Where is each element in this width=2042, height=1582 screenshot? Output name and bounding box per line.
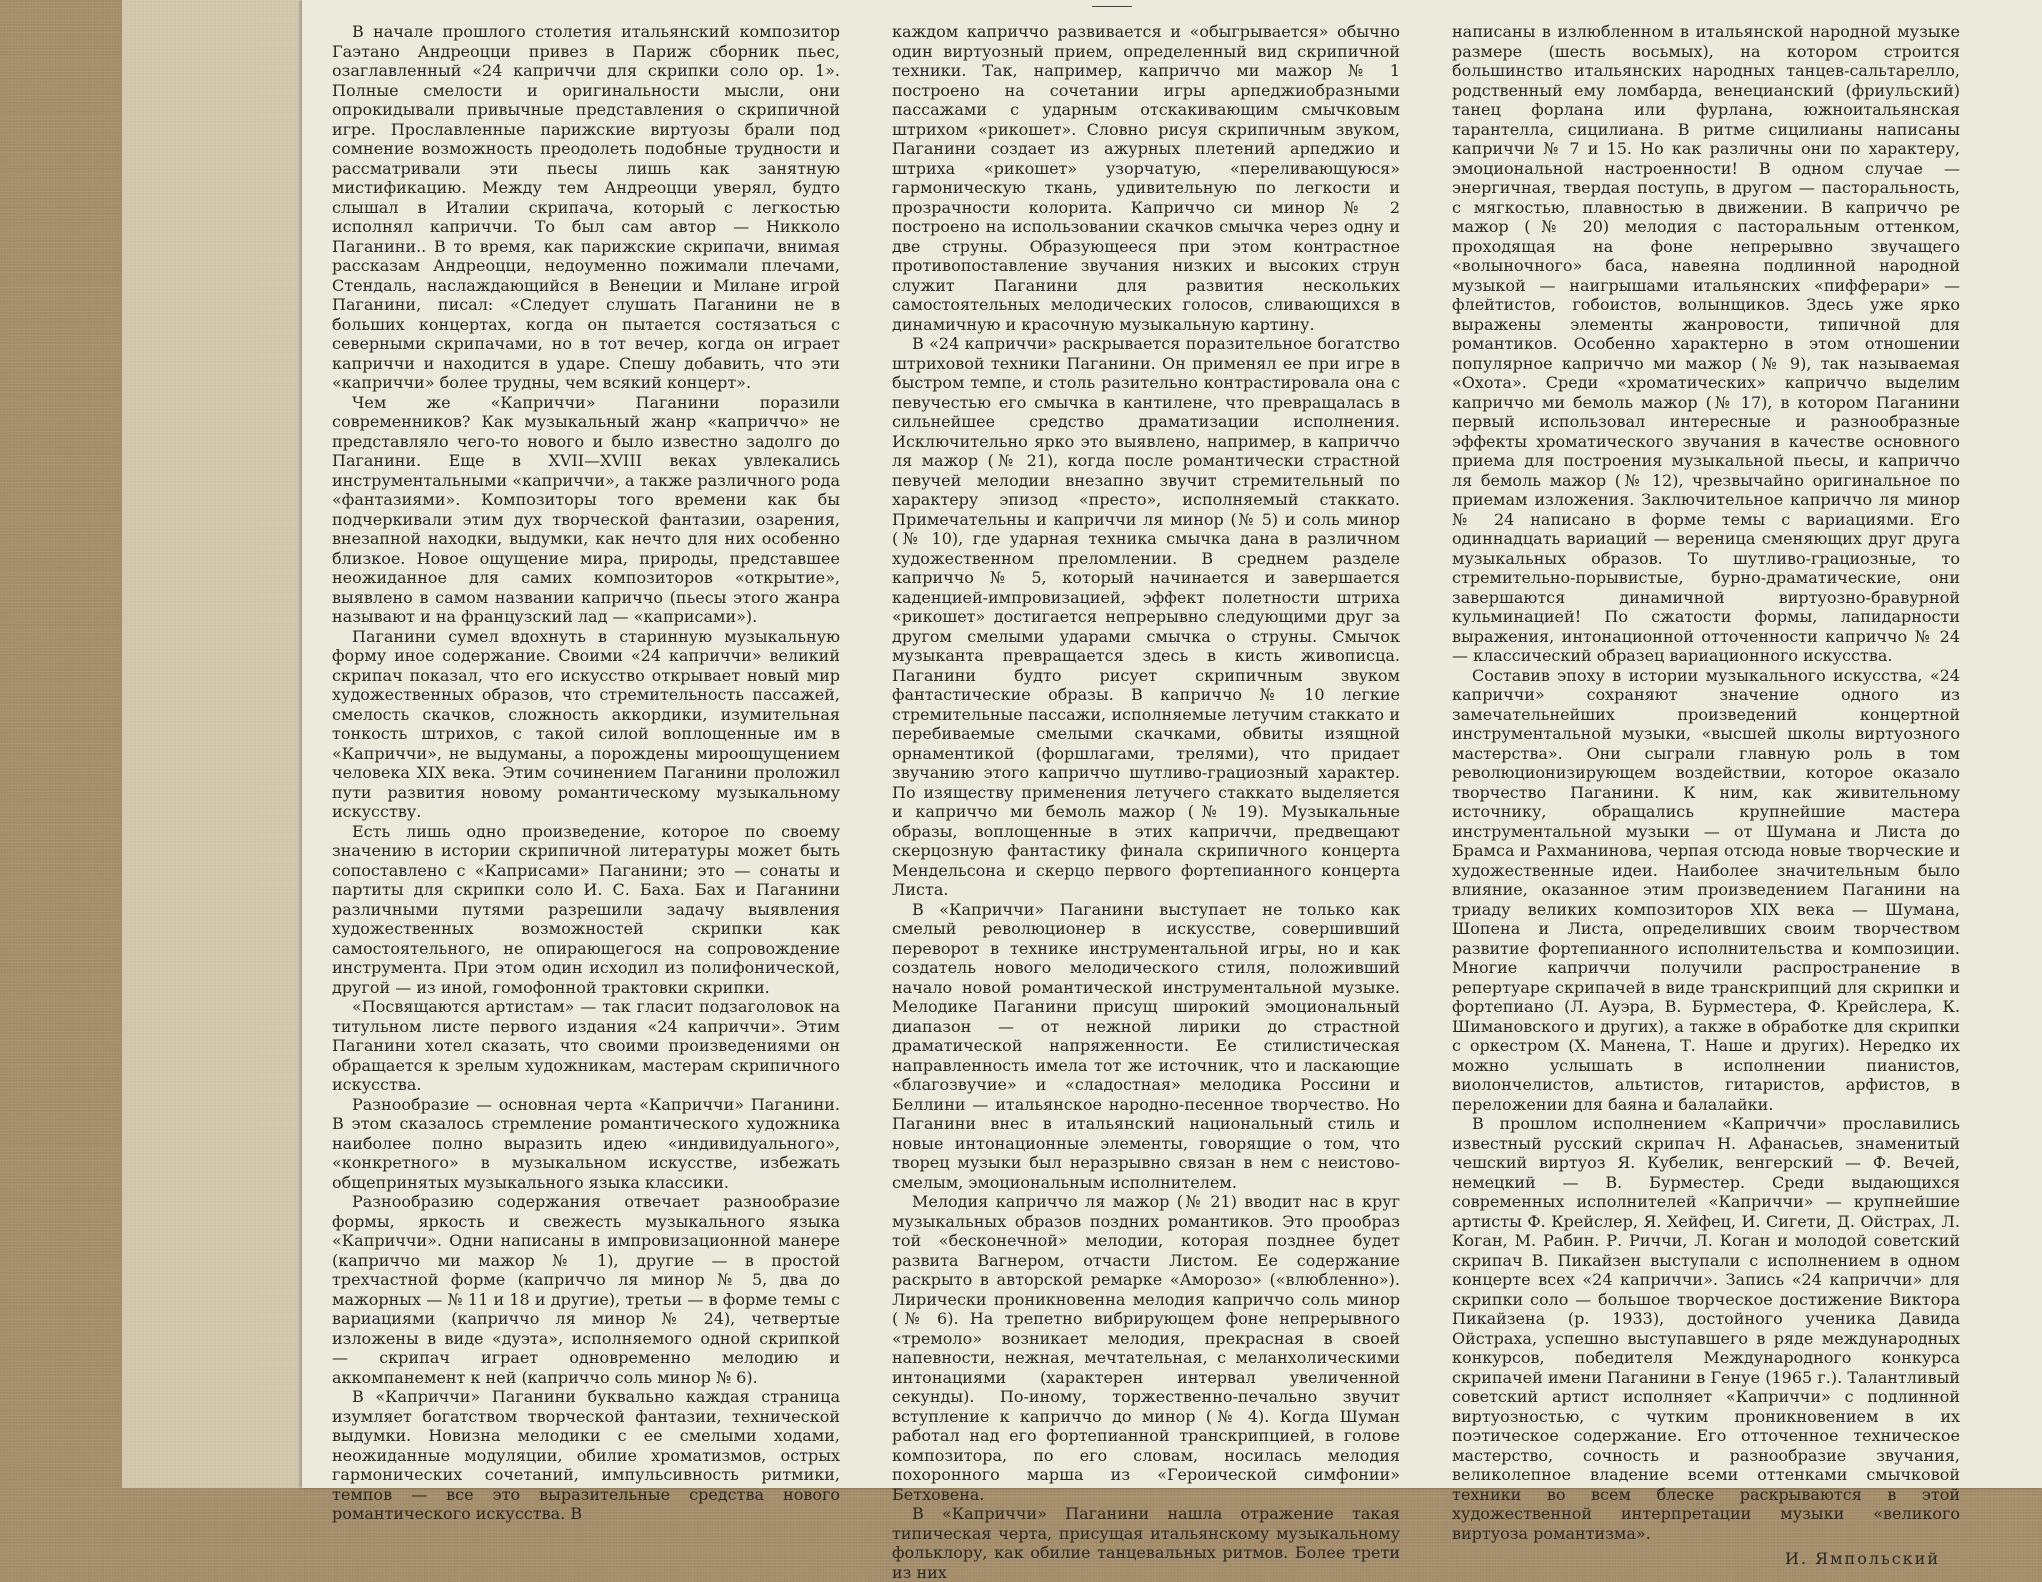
paragraph: Разнообразие — основная черта «Каприччи» Паганини. В этом сказалось стремление романтического художника наиболее полно выразить идею «индивидуального», «конкретного» в музыкальном искусстве, избежать общепринятых музыкального языка классики.	[332, 1094, 840, 1192]
paragraph: В «Каприччи» Паганини нашла отражение такая типическая черта, присущая итальянскому музыкальному фольклору, как обилие танцевальных ритмов. Более трети из них	[892, 1504, 1400, 1582]
background-board	[122, 0, 2000, 1582]
paragraph: В начале прошлого столетия итальянский композитор Гаэтано Андреоцци привез в Париж сборник пьес, озаглавленный «24 каприччи для скрипки соло ор. 1». Полные смелости и оригинальности мысли, они опрокидывали привычные представления о скрипичной игре. Прославленные парижские виртуозы брали под сомнение возможность преодолеть подобные трудности и рассматривали эти пьесы лишь как занятную мистификацию. Между тем Андреоцци уверял, будто слышал в Италии скрипача, который с легкостью исполнял каприччи. То был сам автор — Никколо Паганини.. В то время, как парижские скрипачи, внимая рассказам Андреоцци, недоуменно пожимали плечами, Стендаль, наслаждающийся в Венеции и Милане игрой Паганини, писал: «Следует слушать Паганини не в больших концертах, когда он пытается состязаться с северными скрипачами, но в тот вечер, когда он играет каприччи и находится в ударе. Спешу добавить, что эти «каприччи» более трудны, чем всякий концерт».	[332, 22, 840, 392]
text-column-2	[892, 22, 1400, 1582]
text-column-1	[332, 22, 840, 1523]
paragraph: Есть лишь одно произведение, которое по своему значению в истории скрипичной литературы может быть сопоставлено с «Каприсами» Паганини; это — сонаты и партиты для скрипки соло И. С. Баха. Бах и Паганини различными путями разрешили задачу выявления художественных возможностей скрипки как самостоятельного, не опирающегося на сопровождение инструмента. При этом один исходил из полифонической, другой — из иной, гомофонной трактовки скрипки.	[332, 821, 840, 997]
paragraph: написаны в излюбленном в итальянской народной музыке размере (шесть восьмых), на котором строится большинство итальянских народных танцев-сальтарелло, родственный ему ломбарда, венецианский (фриульский) танец форлана или фурлана, южноитальянская тарантелла, сицилиана. В ритме сицилианы написаны каприччи № 7 и 15. Но как различны они по характеру, эмоциональной настроенности! В одном случае — энергичная, твердая поступь, в другом — пасторальность, с мягкостью, плавностью в движении. В каприччо ре мажор (№ 20) мелодия с пасторальным оттенком, проходящая на фоне непрерывно звучащего «волыночного» баса, навеяна подлинной народной музыкой — наигрышами итальянских «пифферари» — флейтистов, гобоистов, волынщиков. Здесь уже ярко выражены элементы жанровости, типичной для романтиков. Особенно характерно в этом отношении популярное каприччо ми мажор (№ 9), так называемая «Охота». Среди «хроматических» каприччо выделим каприччо ми бемоль мажор (№ 17), в котором Паганини первый использовал интересные и разнообразные эффекты хроматического звучания в качестве основного приема для построения музыкальной пьесы, и каприччо ля бемоль мажор (№ 12), чрезвычайно оригинальное по приемам изложения. Заключительное каприччо ля минор № 24 написано в форме темы с вариациями. Его одиннадцать вариаций — вереница сменяющих друг друга музыкальных образов. То шутливо-грациозные, то стремительно-порывистые, бурно-драматические, они завершаются динамичной виртуозно-бравурной кульминацией! По сжатости формы, лапидарности выражения, интонационной отточенности каприччо № 24 — классический образец вариационного искусства.	[1452, 22, 1960, 665]
text-column-3	[1452, 22, 1960, 1568]
paragraph: В «24 каприччи» раскрывается поразительное богатство штриховой техники Паганини. Он применял ее при игре в быстром темпе, и столь разительно контрастировала она с певучестью его смычка в кантилене, что превращалась в сильнейшее средство драматизации исполнения. Исключительно ярко это выявлено, например, в каприччо ля мажор (№ 21), когда после романтически страстной певучей мелодии внезапно звучит стремительный по характеру эпизод «престо», исполняемый стаккато. Примечательны и каприччи ля минор (№ 5) и соль минор (№ 10), где ударная техника смычка дана в различном художественном преломлении. В среднем разделе каприччо № 5, который начинается и завершается каденцией-импровизацией, эффект полетности штриха «рикошет» достигается непрерывно следующими друг за другом смелыми ударами смычка о струны. Смычок музыканта превращается здесь в кисть живописца. Паганини будто рисует скрипичным звуком фантастические образы. В каприччо № 10 легкие стремительные пассажи, исполняемые летучим стаккато и перебиваемые смелыми скачками, обвиты изящной орнаментикой (форшлагами, трелями), что придает звучанию этого каприччо шутливо-грациозный характер. По изяществу применения летучего стаккато выделяется и каприччо ми бемоль мажор (№ 19). Музыкальные образы, воплощенные в этих каприччи, предвещают скерцозную фантастику финала скрипичного концерта Мендельсона и скерцо первого фортепианного концерта Листа.	[892, 334, 1400, 899]
paragraph: В прошлом исполнением «Каприччи» прославились известный русский скрипач Н. Афанасьев, знаменитый чешский виртуоз Я. Кубелик, венгерский — Ф. Вечей, немецкий — В. Бурместер. Среди выдающихся современных исполнителей «Каприччи» — крупнейшие артисты Ф. Крейслер, Я. Хейфец, И. Сигети, Д. Ойстрах, Л. Коган, М. Рабин. Р. Риччи, Л. Коган и молодой советский скрипач В. Пикайзен выступали с исполнением в одном концерте всех «24 каприччи». Запись «24 каприччи» для скрипки соло — большое творческое достижение Виктора Пикайзена (р. 1933), достойного ученика Давида Ойстраха, успешно выступавшего в ряде международных конкурсов, победителя Международного конкурса скрипачей имени Паганини в Генуе (1965 г.). Талантливый советский артист исполняет «Каприччи» с подлинной виртуозностью, с чутким проникновением в их поэтическое содержание. Его отточенное техническое мастерство, сочность и разнообразие звучания, великолепное владение всеми оттенками смычковой техники во всем блеске раскрываются в этой художественной интерпретации музыки «великого виртуоза романтизма».	[1452, 1114, 1960, 1543]
paragraph: Паганини сумел вдохнуть в старинную музыкальную форму иное содержание. Своими «24 каприччи» великий скрипач показал, что его искусство открывает новый мир художественных образов, что стремительность пассажей, смелость скачков, сложность аккордики, изумительная тонкость штрихов, с такой силой воплощенные им в «Каприччи», не выдуманы, а порождены мироощущением человека XIX века. Этим сочинением Паганини проложил пути развития новому романтическому музыкальному искусству.	[332, 626, 840, 821]
liner-notes-page	[302, 0, 2042, 1582]
paragraph: В «Каприччи» Паганини буквально каждая страница изумляет богатством творческой фантазии, технической выдумки. Новизна мелодики с ее смелыми ходами, неожиданные модуляции, обилие хроматизмов, острых гармонических сочетаний, импульсивность ритмики, темпов — все это выразительные средства нового романтического искусства. В	[332, 1387, 840, 1523]
paragraph: Разнообразию содержания отвечает разнообразие формы, яркость и свежесть музыкального языка «Каприччи». Одни написаны в импровизационной манере (каприччо ми мажор № 1), другие — в простой трехчастной форме (каприччо ля минор № 5, два до мажорных — № 11 и 18 и другие), третьи — в форме темы с вариациями (каприччо ля минор № 24), четвертые изложены в виде «дуэта», исполняемого одной скрипкой — скрипач играет одновременно мелодию и аккомпанемент к ней (каприччо соль минор № 6).	[332, 1192, 840, 1387]
paragraph: Чем же «Каприччи» Паганини поразили современников? Как музыкальный жанр «каприччо» не представляло чего-то нового и было известно задолго до Паганини. Еще в XVII—XVIII веках увлекались инструментальными «каприччи», а также различного рода «фантазиями». Композиторы того времени как бы подчеркивали этим дух творческой фантазии, озарения, внезапной находки, выдумки, как нечто для них особенно близкое. Новое ощущение мира, природы, представшее неожиданное для самих композиторов «открытие», выявлено в самом названии каприччо (пьесы этого жанра называют и на французский лад — «каприсами»).	[332, 392, 840, 626]
paragraph: В «Каприччи» Паганини выступает не только как смелый революционер в искусстве, совершивший переворот в технике инструментальной игры, но и как создатель нового мелодического стиля, положивший начало новой романтической инструментальной музыке. Мелодике Паганини присущ широкий эмоциональный диапазон — от нежной лирики до страстной драматической напряженности. Ее стилистическая направленность имела тот же источник, что и ласкающие «благозвучие» и «сладостная» мелодика Россини и Беллини — итальянское народно-песенное творчество. Но Паганини внес в итальянский национальный стиль и новые интонационные элементы, говорящие о том, что творец музыки был неразрывно связан в нем с неистово-смелым, эмоциональным исполнителем.	[892, 899, 1400, 1192]
paragraph: «Посвящаются артистам» — так гласит подзаголовок на титульном листе первого издания «24 каприччи». Этим Паганини хотел сказать, что своими произведениями он обращается к зрелым художникам, мастерам скрипичного искусства.	[332, 997, 840, 1094]
author-signature: И. Ямпольский	[1785, 1549, 1940, 1568]
top-rule	[1092, 6, 1132, 7]
paragraph: Составив эпоху в истории музыкального искусства, «24 каприччи» сохраняют значение одного из замечательнейших произведений концертной инструментальной музыки, «высшей школы виртуозного мастерства». Они сыграли главную роль в том революционизирующем воздействии, которое оказало творчество Паганини. К ним, как живительному источнику, обращались крупнейшие мастера инструментальной музыки — от Шумана и Листа до Брамса и Рахманинова, черпая отсюда новые творческие и художественные идеи. Наиболее значительным было влияние, оказанное этим произведением Паганини на триаду великих композиторов XIX века — Шумана, Шопена и Листа, определивших своим творчеством развитие фортепианного исполнительства и композиции. Многие каприччи получили распространение в репертуаре скрипачей в виде транскрипций для скрипки и фортепиано (Л. Ауэра, В. Бурместера, Ф. Крейслера, К. Шимановского и других), а также в обработке для скрипки с оркестром (Х. Манена, Т. Наше и других). Нередко их можно услышать в исполнении пианистов, виолончелистов, альтистов, гитаристов, арфистов, в переложении для баяна и балалайки.	[1452, 665, 1960, 1114]
paragraph: Мелодия каприччо ля мажор (№ 21) вводит нас в круг музыкальных образов поздних романтиков. Это прообраз той «бесконечной» мелодии, которая позднее будет развита Вагнером, отчасти Листом. Ее содержание раскрыто в авторской ремарке «Аморозо» («влюбленно»). Лирически проникновенна мелодия каприччо соль минор (№ 6). На трепетно вибрирующем фоне непрерывного «тремоло» возникает мелодия, прекрасная в своей напевности, нежная, мечтательная, с меланхолическими интонациями (характерен интервал увеличенной секунды). По-иному, торжественно-печально звучит вступление к каприччо до минор (№ 4). Когда Шуман работал над его фортепианной транскрипцией, в голове композитора, по его словам, носилась мелодия похоронного марша из «Героической симфонии» Бетховена.	[892, 1192, 1400, 1504]
paragraph: каждом каприччо развивается и «обыгрывается» обычно один виртуозный прием, определенный вид скрипичной техники. Так, например, каприччо ми мажор № 1 построено на сочетании игры арпеджиобразными пассажами с ударным отскакивающим смычковым штрихом «рикошет». Словно рисуя скрипичным звуком, Паганини создает из ажурных плетений арпеджио и штриха «рикошет» узорчатую, «переливающуюся» гармоническую ткань, удивительную по легкости и прозрачности колорита. Каприччо си минор № 2 построено на использовании скачков смычка через одну и две струны. Образующееся при этом контрастное противопоставление звучания низких и высоких струн служит Паганини для развития нескольких самостоятельных мелодических голосов, сливающихся в динамичную и красочную музыкальную картину.	[892, 22, 1400, 334]
